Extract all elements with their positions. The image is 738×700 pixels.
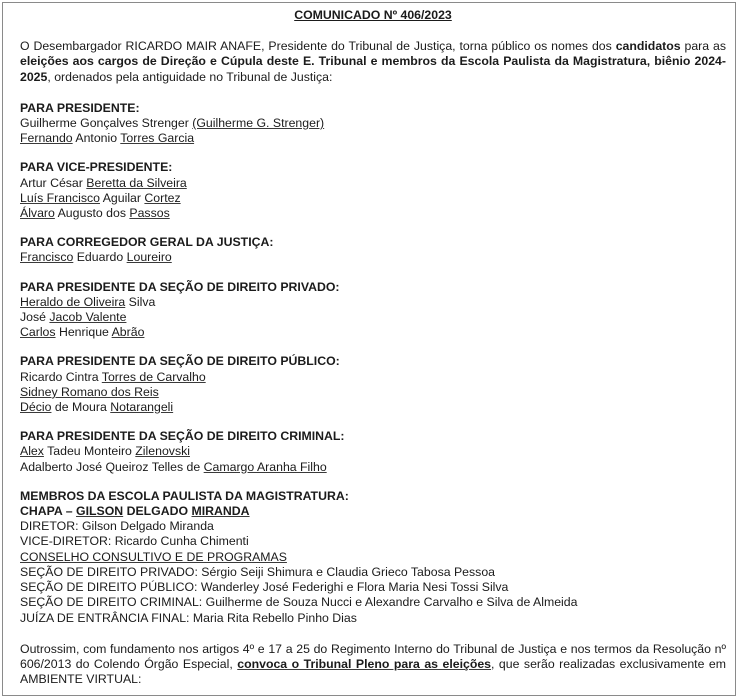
name-underlined: Cortez	[144, 190, 181, 205]
section-vice-presidente	[20, 160, 726, 221]
name-underlined: Notarangeli	[110, 400, 174, 415]
section-presidente	[20, 101, 726, 147]
name-part: Artur César	[20, 175, 87, 190]
name-underlined: Passos	[129, 206, 170, 221]
conselho-publico-line: SEÇÃO DE DIREITO PÚBLICO: Wanderley José Federighi e Flora Maria Nesi Tossi Silva	[20, 580, 509, 595]
name-part: Eduardo	[73, 250, 127, 265]
candidate-line	[20, 370, 726, 385]
candidate-line	[20, 250, 726, 265]
juiza-line: JUÍZA DE ENTRÂNCIA FINAL: Maria Rita Rebello Pinho Dias	[20, 610, 357, 625]
section-heading: PARA PRESIDENTE DA SEÇÃO DE DIREITO PÚBLICO:	[20, 354, 340, 369]
name-underlined: Camargo Aranha Filho	[203, 459, 327, 474]
name-part: José	[20, 310, 50, 325]
intro-bold-eleicoes: eleições aos cargos de Direção e Cúpula deste E. Tribunal e membros da Escola Paulista da Magistratura, biênio 2024-2025	[20, 54, 726, 84]
name-underlined: Abrão	[111, 325, 145, 340]
name-underlined: Zilenovski	[135, 444, 190, 459]
document-title: COMUNICADO Nº 406/2023	[294, 8, 452, 22]
section-corregedor	[20, 235, 726, 265]
vice-diretor-line: VICE-DIRETOR: Ricardo Cunha Chimenti	[20, 534, 249, 549]
intro-bold-candidatos: candidatos	[615, 39, 681, 54]
candidate-line	[20, 310, 726, 325]
candidate-line	[20, 131, 726, 146]
intro-text-1: O Desembargador RICARDO MAIR ANAFE, Presidente do Tribunal de Justiça, torna público os nomes dos	[20, 39, 616, 54]
name-part: Henrique	[55, 325, 112, 340]
candidate-line	[20, 325, 726, 340]
footer-text-2: , que serão realizadas exclusivamente em AMBIENTE VIRTUAL:	[20, 656, 726, 687]
candidate-line	[20, 176, 726, 191]
candidate-line	[20, 206, 726, 221]
candidate-line	[20, 116, 726, 131]
name-underlined: MIRANDA	[191, 504, 250, 519]
footer-text-1: Outrossim, com fundamento nos artigos 4º e 17 a 25 do Regimento Interno do Tribunal de Justiça e nos termos da Resolução nº 606/2013 do Colendo Órgão Especial,	[20, 641, 726, 671]
conselho-privado-line: SEÇÃO DE DIREITO PRIVADO: Sérgio Seiji Shimura e Claudia Grieco Tabosa Pessoa	[20, 564, 495, 579]
intro-paragraph	[20, 39, 726, 85]
candidate-line	[20, 191, 726, 206]
name-underlined: Luís Francisco	[20, 190, 100, 205]
name-part: Silva	[125, 294, 156, 309]
section-direito-publico	[20, 354, 726, 415]
name-part: DELGADO	[123, 504, 192, 519]
name-underlined: GILSON	[76, 504, 124, 519]
name-part: Ricardo Cintra	[20, 369, 102, 384]
conselho-heading: CONSELHO CONSULTIVO E DE PROGRAMAS	[20, 549, 287, 564]
chapa-prefix: CHAPA –	[20, 504, 77, 519]
section-direito-privado	[20, 280, 726, 341]
section-heading: PARA PRESIDENTE DA SEÇÃO DE DIREITO PRIVADO:	[20, 279, 340, 294]
candidate-line	[20, 400, 726, 415]
name-part: de Moura	[51, 400, 111, 415]
name-part: Guilherme Gonçalves Strenger	[20, 116, 193, 131]
candidate-line	[20, 444, 726, 459]
name-underlined: Décio	[20, 400, 52, 415]
name-underlined: Torres Garcia	[120, 131, 195, 146]
conselho-criminal-line: SEÇÃO DE DIREITO CRIMINAL: Guilherme de Souza Nucci e Alexandre Carvalho e Silva de Almeida	[20, 595, 578, 610]
name-part: Aguilar	[99, 190, 145, 205]
name-underlined: Alex	[20, 444, 44, 459]
name-underlined: Heraldo de Oliveira	[20, 294, 126, 309]
candidate-line	[20, 460, 726, 475]
candidate-line	[20, 385, 726, 400]
section-heading: PARA VICE-PRESIDENTE:	[20, 160, 173, 175]
section-direito-criminal	[20, 429, 726, 475]
name-underlined: Fernando	[20, 131, 73, 146]
footer-paragraph	[20, 642, 726, 688]
name-part: Tadeu Monteiro	[43, 444, 136, 459]
diretor-line: DIRETOR: Gilson Delgado Miranda	[20, 519, 214, 534]
name-underlined: Sidney Romano dos Reis	[20, 384, 159, 399]
section-heading: PARA PRESIDENTE DA SEÇÃO DE DIREITO CRIMINAL:	[20, 429, 345, 444]
name-part: Antonio	[72, 131, 121, 146]
section-escola-paulista	[20, 489, 726, 626]
section-heading: PARA PRESIDENTE:	[20, 100, 140, 115]
name-underlined: Loureiro	[126, 250, 172, 265]
section-heading: PARA CORREGEDOR GERAL DA JUSTIÇA:	[20, 235, 274, 250]
intro-text-3: , ordenados pela antiguidade no Tribunal de Justiça:	[47, 69, 333, 84]
name-underlined: (Guilherme G. Strenger)	[192, 116, 325, 131]
name-underlined: Jacob Valente	[49, 310, 127, 325]
chapa-line	[20, 504, 726, 519]
section-heading: MEMBROS DA ESCOLA PAULISTA DA MAGISTRATURA:	[20, 488, 349, 503]
intro-text-2: para as	[680, 39, 727, 54]
candidate-line	[20, 295, 726, 310]
name-underlined: Carlos	[20, 325, 56, 340]
footer-bold-convoca: convoca o Tribunal Pleno para as eleições	[237, 656, 492, 671]
name-underlined: Beretta da Silveira	[86, 175, 187, 190]
name-underlined: Álvaro	[20, 206, 55, 221]
name-underlined: Torres de Carvalho	[101, 369, 206, 384]
name-underlined: Francisco	[20, 250, 74, 265]
name-part: Augusto dos	[54, 206, 130, 221]
name-part: Adalberto José Queiroz Telles de	[20, 459, 204, 474]
document-page	[2, 2, 736, 696]
